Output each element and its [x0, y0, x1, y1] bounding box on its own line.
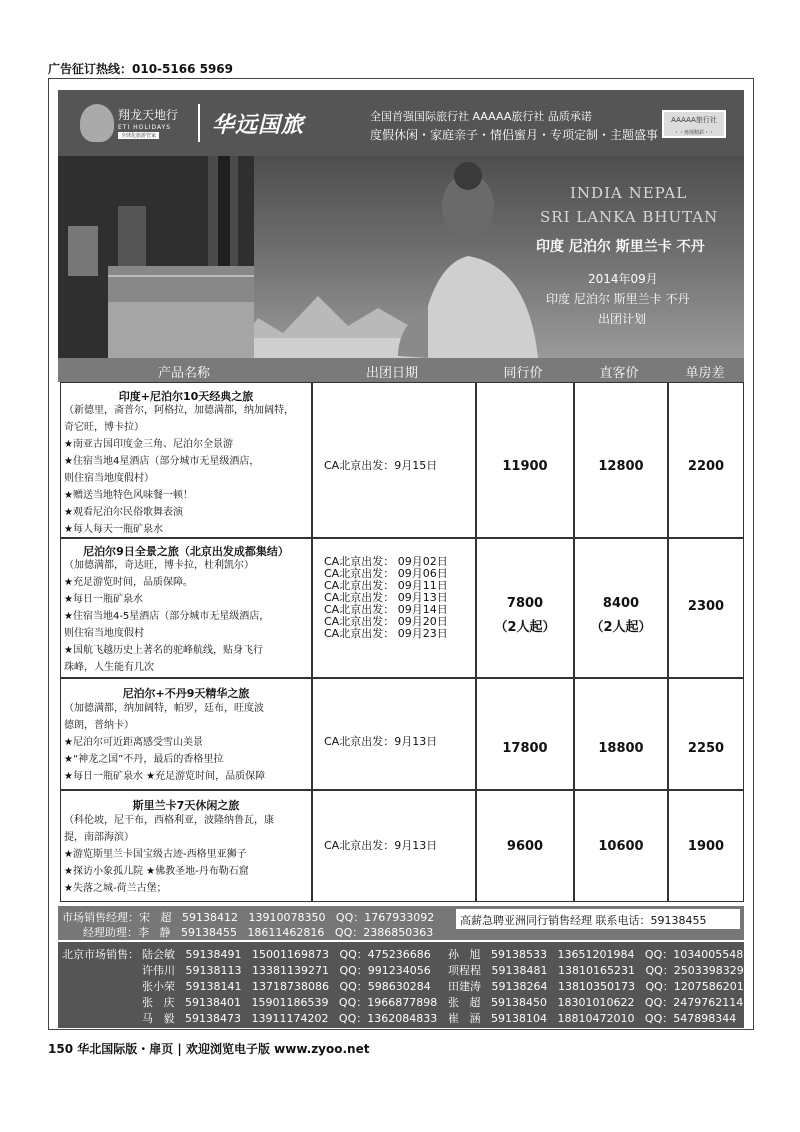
badge-title: AAAAA旅行社	[671, 116, 717, 124]
departure-date: CA北京出发： 09月11日	[324, 579, 448, 592]
hero-image	[58, 156, 744, 358]
peer-price: 17800	[502, 741, 548, 756]
logo-sub: 全球化旅游管家	[118, 132, 159, 139]
retail-price: 18800	[598, 741, 644, 756]
retail-cell	[574, 678, 668, 790]
hero-date: 2014年09月	[588, 272, 658, 286]
peer-cell	[476, 678, 574, 790]
desc-line: ★探访小象孤儿院 ★佛教圣地-丹布勒石窟	[64, 866, 249, 877]
desc-line: 奇它旺，博卡拉）	[64, 422, 144, 433]
departure-date: CA北京出发： 09月13日	[324, 591, 448, 604]
retail-price: 12800	[598, 459, 644, 474]
departure-date: CA北京出发： 09月23日	[324, 627, 448, 640]
product-desc	[64, 700, 265, 785]
desc-line: 德朗，普纳卡）	[64, 720, 134, 731]
contact-line: 项程程 59138481 13810165231 QQ：2503398329	[448, 964, 744, 977]
departure-date: CA北京出发：9月13日	[324, 735, 438, 748]
desc-line: ★住宿当地4-5星酒店（部分城市无星级酒店，	[64, 611, 270, 622]
dragon-logo-icon	[80, 104, 114, 142]
desc-line: ★南亚古国印度金三角、尼泊尔全景游	[64, 439, 233, 450]
desc-line: （新德里，斋普尔，阿格拉，加德满都，纳加阔特，	[64, 405, 294, 416]
product-name[interactable]: 尼泊尔+不丹9天精华之旅	[122, 687, 250, 700]
desc-line: 提，南部海滨）	[64, 832, 134, 843]
retail-price-note: （2人起）	[590, 620, 652, 635]
hero-cn-line: 印度 尼泊尔 斯里兰卡 不丹	[536, 239, 705, 255]
contact-line: 马 毅 59138473 13911174202 QQ：1362084833	[142, 1012, 438, 1025]
desc-line: 则住宿当地度假村）	[64, 473, 154, 484]
hero-en-line-2: SRI LANKA BHUTAN	[540, 208, 719, 226]
contact-line: 田建涛 59138264 13810350173 QQ：1207586201	[448, 980, 744, 993]
contact-line: 张 超 59138450 18301010622 QQ：2479762114	[448, 996, 744, 1009]
retail-price: 8400	[602, 596, 640, 611]
product-desc	[64, 812, 274, 897]
section-label: 北京市场销售：	[62, 948, 139, 961]
header-single-supplement: 单房差	[685, 366, 725, 381]
header-retail-price: 直客价	[599, 366, 639, 381]
desc-line: ★观看尼泊尔民俗歌舞表演	[64, 507, 183, 518]
desc-line: ★“神龙之国”不丹，最后的香格里拉	[64, 754, 224, 765]
hero-destinations: 印度 尼泊尔 斯里兰卡 不丹	[546, 292, 690, 306]
peer-price: 9600	[506, 839, 544, 854]
desc-line: （加德满都，纳加阔特，帕罗，廷布，旺度波	[64, 703, 264, 714]
contact-line: 许伟川 59138113 13381139271 QQ：991234056	[142, 964, 431, 977]
desc-line: ★国航飞越历史上著名的驼峰航线，贴身飞行	[64, 645, 263, 656]
desc-line: （科伦坡，尼干布，西格利亚，波隆纳鲁瓦，康	[64, 815, 274, 826]
product-desc	[64, 557, 269, 676]
desc-line: ★住宿当地4星酒店（部分城市无星级酒店，	[64, 456, 260, 467]
contact-line: 经理助理：李 静 59138455 18611462816 QQ：2386850363	[62, 926, 434, 939]
departure-date: CA北京出发： 09月20日	[324, 615, 448, 628]
dancer-photo-icon	[358, 156, 548, 358]
header-product: 产品名称	[157, 366, 210, 381]
header-date: 出团日期	[365, 366, 418, 381]
departure-date: CA北京出发： 09月14日	[324, 603, 448, 616]
brand-banner	[58, 90, 744, 156]
single-supplement: 2300	[687, 599, 725, 614]
peer-price: 7800	[506, 596, 544, 611]
departure-dates	[324, 460, 437, 472]
beijing-sales-contacts	[58, 942, 744, 1028]
hero-en-line-1: INDIA NEPAL	[570, 184, 688, 202]
header-peer-price: 同行价	[503, 366, 543, 381]
peer-price-note: （2人起）	[494, 620, 556, 635]
tagline-1: 全国首强国际旅行社 AAAAA旅行社 品质承诺	[370, 110, 592, 123]
departure-date: CA北京出发：9月13日	[324, 839, 438, 852]
single-cell	[668, 678, 744, 790]
desc-line: 珠峰，人生能有几次	[64, 662, 154, 673]
date-cell	[312, 678, 476, 790]
desc-line: ★尼泊尔可近距离感受雪山美景	[64, 737, 203, 748]
eti-holidays-logo[interactable]	[80, 104, 180, 142]
product-name[interactable]: 印度+尼泊尔10天经典之旅	[118, 390, 254, 403]
contact-line: 崔 涵 59138104 18810472010 QQ：547898344	[448, 1012, 737, 1025]
departure-dates	[324, 840, 437, 852]
logo-divider	[198, 104, 200, 142]
single-supplement: 2200	[687, 459, 725, 474]
desc-line: ★游览斯里兰卡国宝级古迹-西格里亚狮子	[64, 849, 247, 860]
tagline-2: 度假休闲・家庭亲子・情侣蜜月・专项定制・主题盛事	[370, 128, 659, 142]
departure-date: CA北京出发： 09月06日	[324, 567, 448, 580]
sales-manager-contacts	[58, 906, 744, 940]
single-supplement: 1900	[687, 839, 725, 854]
desc-line: （加德满都，奇达旺，博卡拉，杜利凯尔）	[64, 560, 254, 571]
desc-line: ★充足游览时间，品质保障。	[64, 577, 193, 588]
desc-line: ★赠送当地特色风味餐一顿！	[64, 490, 193, 501]
peer-price: 11900	[502, 459, 548, 474]
logo-cn: 翔龙天地行	[118, 108, 179, 122]
logo-en: ETI HOLIDAYS	[118, 124, 172, 131]
departure-date: CA北京出发：9月15日	[324, 459, 438, 472]
hero-plan-title: 出团计划	[598, 312, 647, 326]
huayuan-logo[interactable]: 华远国旅	[212, 113, 305, 138]
table-header	[58, 358, 744, 382]
desc-line: 则住宿当地度假村	[64, 628, 144, 639]
single-supplement: 2250	[687, 741, 725, 756]
badge-sub: ・・再现精彩・・	[673, 130, 714, 136]
product-name[interactable]: 尼泊尔9日全景之旅（北京出发成都集结）	[83, 545, 289, 558]
temple-tower-icon	[58, 156, 254, 358]
aaaaa-badge	[662, 110, 726, 138]
page-footer: 150 华北国际版・扉页 | 欢迎浏览电子版 www.zyoo.net	[48, 1042, 370, 1056]
product-desc	[64, 402, 294, 538]
contact-line: 市场销售经理：宋 超 59138412 13910078350 QQ：1767933092	[62, 911, 435, 924]
contact-line: 张 庆 59138401 15901186539 QQ：1966877898	[142, 996, 438, 1009]
ad-hotline: 广告征订热线：010-5166 5969	[48, 62, 234, 76]
desc-line: ★每日一瓶矿泉水 ★充足游览时间，品质保障	[64, 771, 266, 782]
desc-line: ★失落之城-荷兰古堡；	[64, 883, 167, 894]
hiring-notice: 高薪急聘亚洲同行销售经理 联系电话：59138455	[456, 909, 740, 929]
departure-date: CA北京出发： 09月02日	[324, 555, 448, 568]
desc-line: ★每日一瓶矿泉水	[64, 594, 143, 605]
departure-dates	[324, 556, 448, 640]
contact-line: 孙 旭 59138533 13651201984 QQ：1034005548	[448, 948, 744, 961]
product-name[interactable]: 斯里兰卡7天休闲之旅	[132, 799, 240, 812]
departure-dates	[324, 736, 437, 748]
retail-price: 10600	[598, 839, 644, 854]
contact-line: 陆会敏 59138491 15001169873 QQ：475236686	[142, 948, 431, 961]
desc-line: ★每人每天一瓶矿泉水	[64, 524, 163, 535]
contact-line: 张小荣 59138141 13718738086 QQ：598630284	[142, 980, 431, 993]
